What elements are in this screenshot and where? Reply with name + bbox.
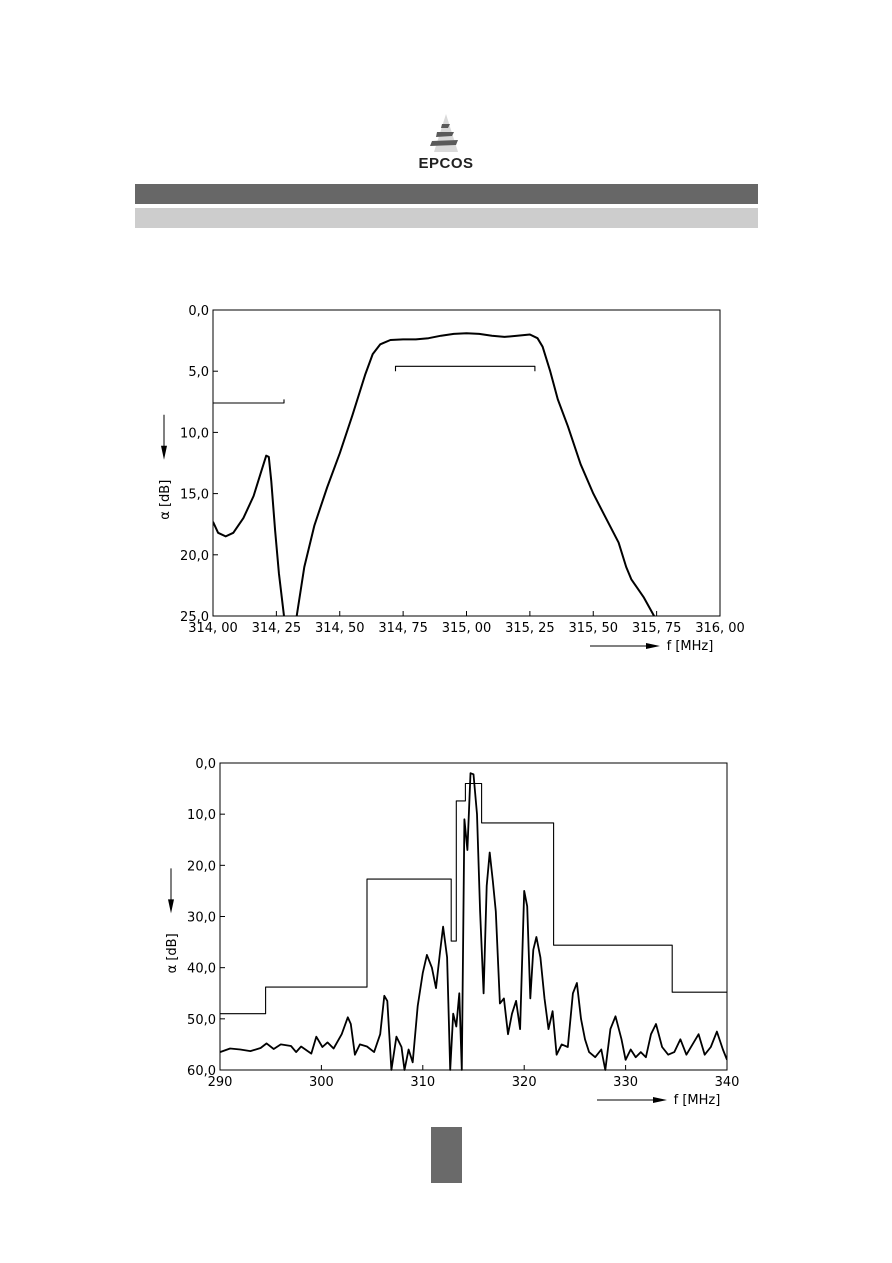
x-axis-label: f [MHz] <box>666 639 714 654</box>
x-tick-label: 314, 25 <box>251 621 302 636</box>
x-tick-label: 300 <box>308 1075 334 1090</box>
series-response <box>220 773 727 1070</box>
x-tick-label: 314, 00 <box>188 621 238 636</box>
y-tick-label: 20,0 <box>187 859 216 875</box>
x-tick-label: 315, 00 <box>441 621 492 636</box>
y-tick-label: 50,0 <box>187 1012 216 1028</box>
y-axis-label: α [dB] <box>165 933 180 974</box>
y-axis-label: α [dB] <box>158 479 173 520</box>
y-tick-label: 0,0 <box>188 304 209 319</box>
y-tick-label: 20,0 <box>180 548 209 564</box>
plot-frame <box>220 763 727 1070</box>
x-tick-label: 314, 75 <box>378 621 428 636</box>
x-tick-label: 314, 50 <box>314 621 365 636</box>
y-tick-label: 30,0 <box>187 910 216 926</box>
x-tick-label: 340 <box>714 1075 740 1090</box>
y-axis-arrowhead <box>168 899 174 913</box>
y-tick-label: 5,0 <box>188 365 209 381</box>
y-tick-label: 40,0 <box>187 961 216 977</box>
x-tick-label: 310 <box>410 1075 436 1090</box>
x-tick-label: 330 <box>613 1075 639 1090</box>
y-tick-label: 10,0 <box>180 426 209 442</box>
y-tick-label: 60,0 <box>187 1064 216 1079</box>
y-tick-label: 15,0 <box>180 487 209 503</box>
x-tick-label: 316, 00 <box>695 621 745 636</box>
y-tick-label: 0,0 <box>195 757 216 772</box>
series-limit-mask <box>220 784 727 1014</box>
x-tick-label: 290 <box>207 1075 233 1090</box>
x-tick-label: 315, 50 <box>568 621 619 636</box>
page-number-tab <box>431 1127 462 1183</box>
y-tick-label: 10,0 <box>187 808 216 824</box>
x-tick-label: 315, 75 <box>631 621 682 636</box>
x-axis-label: f [MHz] <box>673 1093 721 1108</box>
brand-name: EPCOS <box>418 155 474 172</box>
y-tick-label: 25,0 <box>180 610 209 625</box>
x-tick-label: 320 <box>511 1075 537 1090</box>
x-tick-label: 315, 25 <box>505 621 555 636</box>
x-axis-arrowhead <box>653 1097 667 1103</box>
